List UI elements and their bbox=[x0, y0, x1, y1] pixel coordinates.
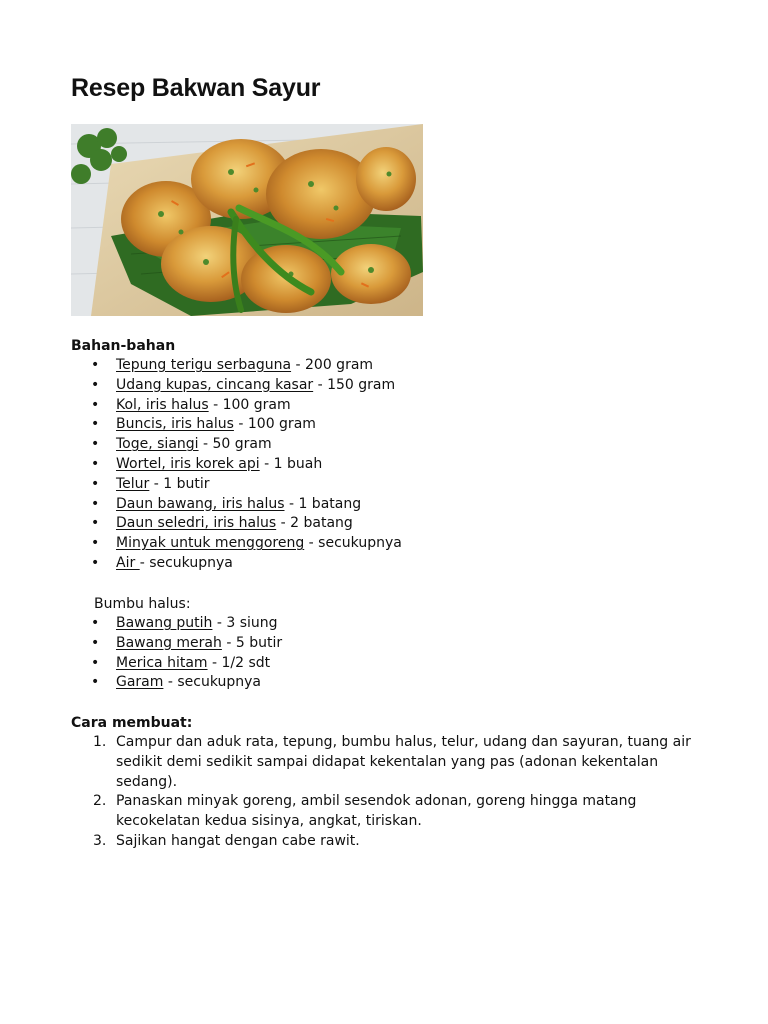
ingredient-item bbox=[71, 475, 402, 495]
ingredient-item bbox=[71, 554, 402, 574]
ingredient-item bbox=[71, 396, 402, 416]
bullet-icon: • bbox=[91, 674, 100, 691]
ingredient-item bbox=[71, 356, 402, 376]
spice-name[interactable]: Bawang merah bbox=[116, 634, 222, 651]
method-heading: Cara membuat: bbox=[71, 715, 193, 731]
step-number: 1. bbox=[93, 734, 107, 750]
ingredient-name[interactable]: Toge, siangi bbox=[116, 436, 199, 453]
ingredient-name[interactable]: Udang kupas, cincang kasar bbox=[116, 376, 314, 393]
ingredient-item bbox=[71, 495, 402, 515]
spice-item bbox=[71, 673, 282, 693]
ingredient-item bbox=[71, 455, 402, 475]
bullet-icon: • bbox=[91, 515, 100, 532]
ingredient-name[interactable]: Wortel, iris korek api bbox=[116, 455, 260, 472]
method-step bbox=[71, 792, 711, 832]
ingredient-quantity: - secukupnya bbox=[139, 554, 233, 571]
spice-quantity: - secukupnya bbox=[163, 674, 262, 691]
bullet-icon: • bbox=[91, 416, 100, 433]
recipe-photo bbox=[71, 124, 423, 316]
bullet-icon: • bbox=[91, 436, 100, 453]
ingredient-name[interactable]: Telur bbox=[116, 475, 150, 492]
ingredient-item bbox=[71, 534, 402, 554]
spice-name[interactable]: Garam bbox=[116, 674, 164, 691]
ingredient-item bbox=[71, 415, 402, 435]
ingredient-quantity: - 100 gram bbox=[208, 396, 291, 413]
ingredient-name[interactable]: Daun seledri, iris halus bbox=[116, 515, 277, 532]
spice-quantity: - 1/2 sdt bbox=[207, 654, 271, 671]
spice-quantity: - 5 butir bbox=[221, 634, 283, 651]
ingredient-name[interactable]: Air bbox=[116, 554, 140, 571]
step-text: Panaskan minyak goreng, ambil sesendok adonan, goreng hingga matang kecokelatan kedua sisinya, angkat, tiriskan. bbox=[116, 793, 637, 830]
bullet-icon: • bbox=[91, 357, 100, 373]
bullet-icon: • bbox=[91, 634, 100, 651]
method-steps bbox=[71, 733, 711, 852]
step-text: Campur dan aduk rata, tepung, bumbu halus, telur, udang dan sayuran, tuang air sedikit demi sedikit sampai didapat kekentalan yang pas (adonan kekentalan sedang). bbox=[116, 734, 691, 790]
ingredient-name[interactable]: Minyak untuk menggoreng bbox=[116, 535, 305, 552]
ingredient-item bbox=[71, 435, 402, 455]
ingredient-name[interactable]: Buncis, iris halus bbox=[116, 416, 234, 433]
ingredient-quantity: - 200 gram bbox=[291, 357, 374, 373]
spices-label: Bumbu halus: bbox=[94, 596, 191, 612]
ingredient-name[interactable]: Tepung terigu serbaguna bbox=[116, 357, 292, 373]
ingredient-item bbox=[71, 376, 402, 396]
method-step bbox=[71, 832, 711, 852]
spice-quantity: - 3 siung bbox=[212, 615, 278, 631]
ingredient-name[interactable]: Daun bawang, iris halus bbox=[116, 495, 285, 512]
ingredient-quantity: - 50 gram bbox=[198, 436, 272, 453]
method-step bbox=[71, 733, 711, 792]
page-title: Resep Bakwan Sayur bbox=[71, 74, 321, 102]
ingredient-item bbox=[71, 514, 402, 534]
bullet-icon: • bbox=[91, 455, 100, 472]
step-text: Sajikan hangat dengan cabe rawit. bbox=[116, 832, 360, 849]
bullet-icon: • bbox=[91, 654, 100, 671]
bullet-icon: • bbox=[91, 396, 100, 413]
step-number: 3. bbox=[93, 832, 107, 849]
spices-list bbox=[71, 614, 282, 693]
ingredient-quantity: - 150 gram bbox=[313, 376, 396, 393]
spice-name[interactable]: Merica hitam bbox=[116, 654, 208, 671]
spice-item bbox=[71, 614, 282, 634]
ingredient-quantity: - 1 batang bbox=[284, 495, 362, 512]
bullet-icon: • bbox=[91, 535, 100, 552]
ingredient-quantity: - 1 butir bbox=[149, 475, 210, 492]
ingredient-quantity: - 1 buah bbox=[259, 455, 323, 472]
ingredient-quantity: - secukupnya bbox=[304, 535, 402, 552]
step-number: 2. bbox=[93, 793, 107, 810]
bullet-icon: • bbox=[91, 495, 100, 512]
ingredient-quantity: - 2 batang bbox=[276, 515, 353, 532]
bullet-icon: • bbox=[91, 475, 100, 492]
ingredients-heading: Bahan-bahan bbox=[71, 338, 176, 354]
bullet-icon: • bbox=[91, 554, 100, 571]
bullet-icon: • bbox=[91, 376, 100, 393]
spice-item bbox=[71, 654, 282, 674]
ingredient-quantity: - 100 gram bbox=[233, 416, 316, 433]
spice-name[interactable]: Bawang putih bbox=[116, 615, 213, 631]
ingredients-list bbox=[71, 356, 402, 574]
ingredient-name[interactable]: Kol, iris halus bbox=[116, 396, 209, 413]
fried-vegetable-fritters-photo bbox=[71, 124, 423, 316]
bullet-icon: • bbox=[91, 615, 100, 631]
spice-item bbox=[71, 634, 282, 654]
